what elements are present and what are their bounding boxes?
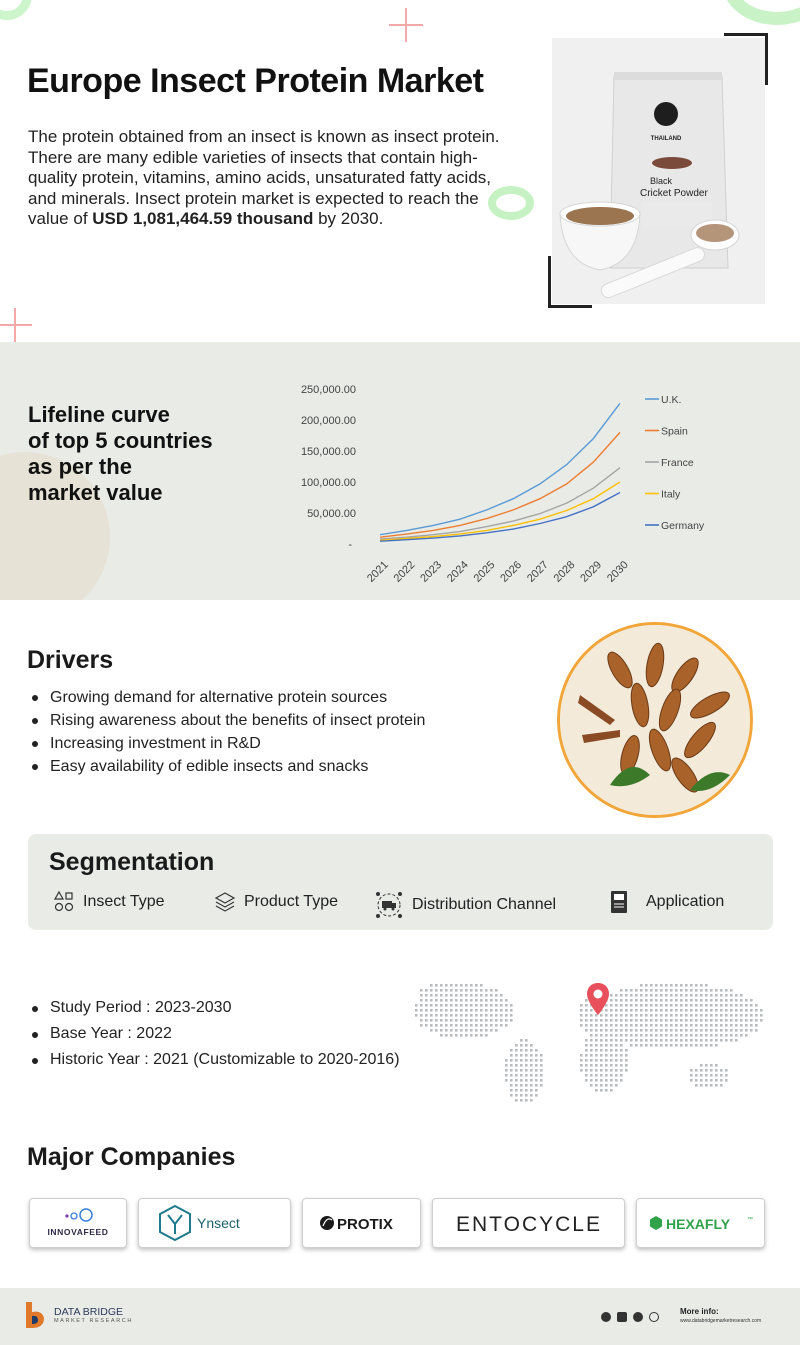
segment-application xyxy=(608,890,724,914)
footer xyxy=(0,1288,800,1345)
segment-label: Product Type xyxy=(244,893,338,910)
x-tick-label: 2026 xyxy=(498,558,525,585)
intro-highlight-value: USD 1,081,464.59 thousand xyxy=(92,209,314,228)
driver-item: Growing demand for alternative protein sources xyxy=(30,686,425,709)
line-chart xyxy=(290,372,730,597)
location-pin-icon xyxy=(586,982,610,1016)
company-name: INNOVAFEED xyxy=(47,1227,109,1237)
intro-paragraph xyxy=(28,127,508,230)
website-link[interactable]: www.databridgemarketresearch.com xyxy=(680,1318,762,1324)
segment-insect-type xyxy=(53,890,165,914)
frame-corner-top-right xyxy=(724,33,768,85)
y-tick-label: 150,000.00 xyxy=(300,446,356,458)
segmentation-title: Segmentation xyxy=(49,848,215,876)
company-logo-ynsect xyxy=(138,1198,291,1248)
trademark-symbol: ™ xyxy=(746,1217,753,1223)
segmentation-panel xyxy=(28,834,773,930)
x-tick-label: 2030 xyxy=(604,558,631,585)
entocycle-logo xyxy=(439,1208,619,1238)
chart-heading-line: of top 5 countries xyxy=(28,428,213,453)
protix-logo xyxy=(317,1208,407,1238)
company-logo-hexafly xyxy=(636,1198,765,1248)
brand-name: DATA BRIDGE xyxy=(54,1305,124,1318)
chart-heading xyxy=(28,402,258,506)
legend-label: Italy xyxy=(661,488,681,501)
segment-distribution-channel xyxy=(374,890,556,920)
ynsect-logo xyxy=(155,1203,275,1243)
y-tick-label: - xyxy=(348,539,352,551)
brand-logo xyxy=(24,1300,133,1330)
chart-heading-line: Lifeline curve xyxy=(28,402,170,427)
edible-insects-photo xyxy=(557,622,753,818)
frame-corner-bottom-left xyxy=(548,256,592,308)
twitter-icon[interactable] xyxy=(633,1312,643,1322)
layers-icon xyxy=(214,890,236,914)
chart-heading-line: market value xyxy=(28,480,163,505)
legend-label: France xyxy=(661,457,694,469)
more-info-label: More info: xyxy=(680,1307,719,1316)
driver-item: Easy availability of edible insects and snacks xyxy=(30,755,425,778)
base-year: Base Year : 2022 xyxy=(30,1021,400,1047)
instagram-icon[interactable] xyxy=(649,1312,659,1322)
header-section xyxy=(0,0,800,342)
company-name: PROTIX xyxy=(336,1216,393,1233)
driver-item: Rising awareness about the benefits of insect protein xyxy=(30,709,425,732)
x-tick-label: 2027 xyxy=(524,558,551,585)
segment-product-type xyxy=(214,890,338,914)
company-name: ENTOCYCLE xyxy=(455,1213,602,1236)
page-title: Europe Insect Protein Market xyxy=(27,62,484,100)
shapes-icon xyxy=(53,890,75,914)
product-name-line1: Black xyxy=(650,176,673,186)
segment-label: Application xyxy=(646,893,725,910)
x-tick-label: 2028 xyxy=(551,558,578,585)
x-tick-label: 2025 xyxy=(471,558,498,585)
y-tick-label: 200,000.00 xyxy=(300,415,356,427)
y-tick-label: 100,000.00 xyxy=(300,477,356,489)
product-brand: THAILAND xyxy=(650,136,682,142)
driver-item: Increasing investment in R&D xyxy=(30,732,425,755)
major-companies-title: Major Companies xyxy=(27,1143,236,1171)
photo-frame xyxy=(548,33,768,308)
innovafeed-logo xyxy=(33,1203,123,1243)
drivers-list xyxy=(30,686,425,778)
chart-heading-line: as per the xyxy=(28,454,132,479)
intro-text-end: by 2030. xyxy=(313,209,384,228)
x-tick-label: 2023 xyxy=(418,558,445,585)
company-logo-innovafeed xyxy=(29,1198,127,1248)
company-name: Ynsect xyxy=(196,1215,240,1231)
brand-text xyxy=(48,1307,133,1324)
whatsapp-icon[interactable] xyxy=(601,1312,611,1322)
facebook-icon[interactable] xyxy=(617,1312,627,1322)
study-info-list xyxy=(30,995,400,1073)
company-logo-entocycle xyxy=(432,1198,625,1248)
y-tick-label: 250,000.00 xyxy=(300,384,356,396)
series-line xyxy=(380,493,620,542)
x-tick-label: 2029 xyxy=(578,558,605,585)
delivery-truck-icon xyxy=(374,890,404,920)
legend-label: U.K. xyxy=(661,394,682,406)
segment-label: Insect Type xyxy=(83,893,165,910)
study-period: Study Period : 2023-2030 xyxy=(30,995,400,1021)
legend-label: Germany xyxy=(661,520,705,532)
drivers-title: Drivers xyxy=(27,646,114,674)
brand-subtitle: MARKET RESEARCH xyxy=(54,1317,133,1324)
insects-image xyxy=(560,625,750,815)
company-name: HEXAFLY xyxy=(665,1216,730,1232)
document-icon xyxy=(608,890,630,914)
hexafly-logo xyxy=(646,1208,756,1238)
databridge-logo-icon xyxy=(24,1300,48,1330)
segment-label: Distribution Channel xyxy=(412,896,557,913)
y-tick-label: 50,000.00 xyxy=(307,508,356,520)
social-icons xyxy=(601,1312,659,1322)
company-logo-protix xyxy=(302,1198,421,1248)
product-name-line2: Cricket Powder xyxy=(640,188,708,199)
x-tick-label: 2022 xyxy=(391,558,418,585)
lifeline-chart-section xyxy=(0,342,800,600)
intro-text: The protein obtained from an insect is known as insect protein. There are many edible varieties of insects that contain high-quality protein, vitamins, amino acids, unsaturated fatty acids, and minerals. Insect protein market is expected to reach the value of xyxy=(28,127,500,228)
historic-year: Historic Year : 2021 (Customizable to 2020-2016) xyxy=(30,1047,400,1073)
legend-label: Spain xyxy=(661,425,688,438)
x-tick-label: 2024 xyxy=(444,558,471,585)
x-tick-label: 2021 xyxy=(364,558,391,585)
